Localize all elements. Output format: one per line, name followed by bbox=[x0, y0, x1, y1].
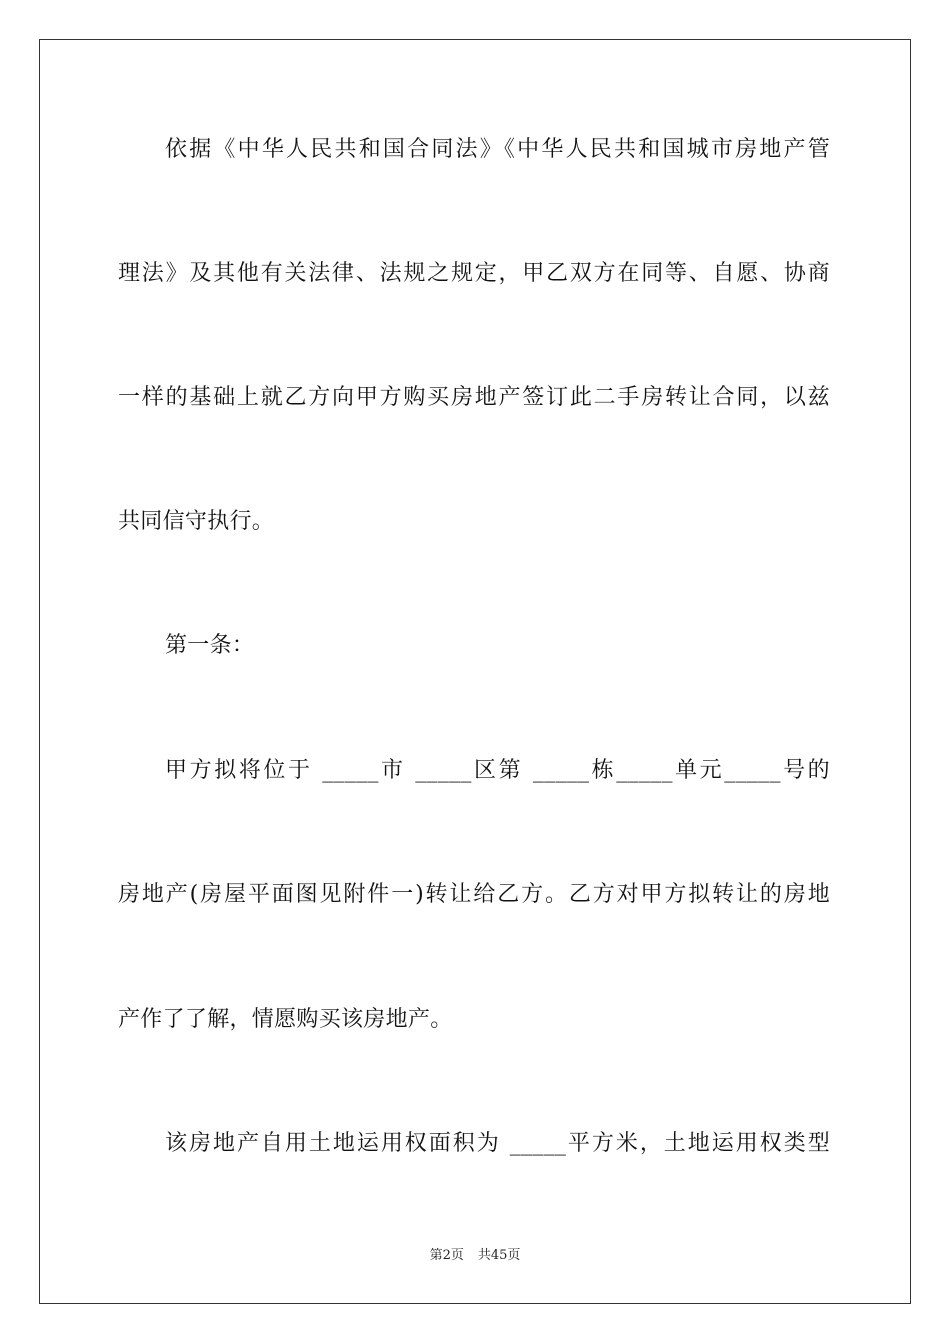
article-heading: 第一条： bbox=[165, 633, 255, 658]
paragraph-line-6: 甲方拟将位于 _____市 _____区第 _____栋_____单元_____号的 bbox=[165, 758, 830, 783]
paragraph-line-9: 该房地产自用土地运用权面积为 _____平方米，土地运用权类型 bbox=[165, 1131, 830, 1156]
page-total: 共45页 bbox=[477, 1248, 521, 1263]
paragraph-line-2: 理法》及其他有关法律、法规之规定，甲乙双方在同等、自愿、协商 bbox=[118, 261, 830, 286]
paragraph-line-3: 一样的基础上就乙方向甲方购买房地产签订此二手房转让合同，以兹 bbox=[118, 385, 830, 410]
paragraph-line-7: 房地产(房屋平面图见附件一)转让给乙方。乙方对甲方拟转让的房地 bbox=[118, 882, 830, 907]
paragraph-line-4: 共同信守执行。 bbox=[118, 509, 275, 534]
paragraph-line-1: 依据《中华人民共和国合同法》《中华人民共和国城市房地产管 bbox=[165, 137, 830, 162]
page-footer bbox=[0, 1247, 950, 1265]
paragraph-line-8: 产作了了解，情愿购买该房地产。 bbox=[118, 1007, 453, 1032]
page-number: 第2页 bbox=[429, 1248, 464, 1263]
page-border bbox=[39, 39, 911, 1304]
